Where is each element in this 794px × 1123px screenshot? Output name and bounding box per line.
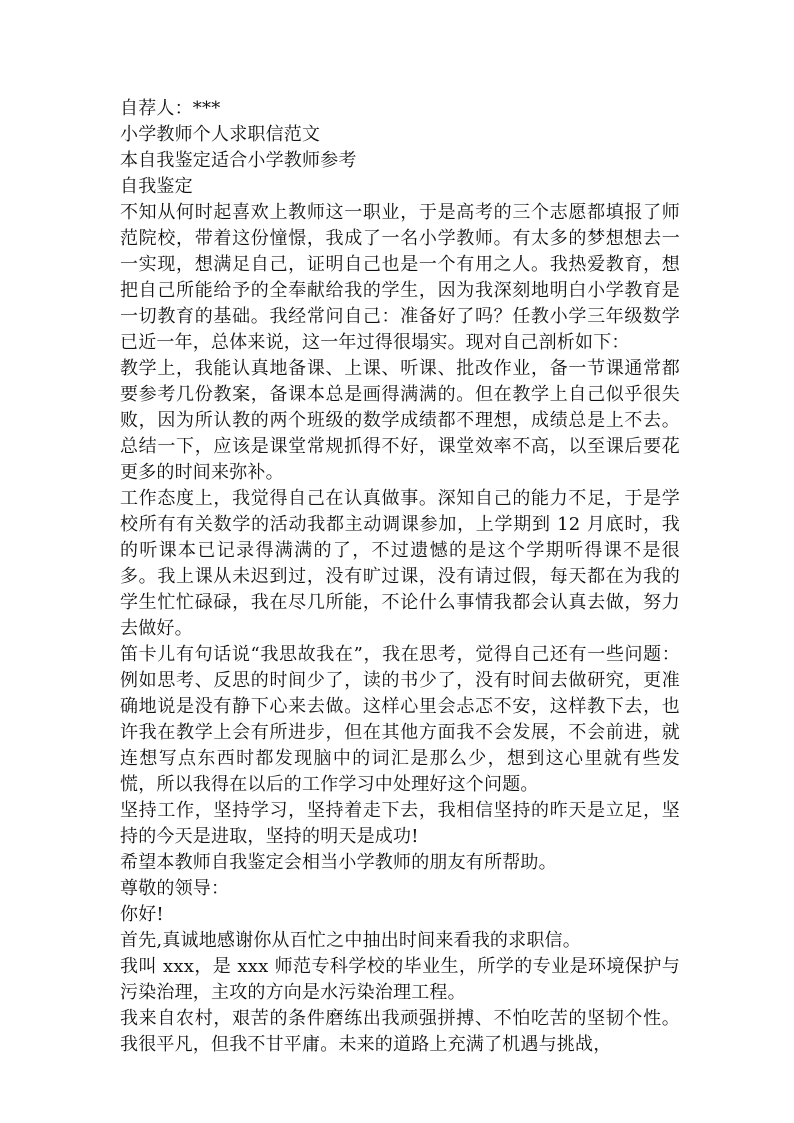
paragraph-reflection: 笛卡儿有句话说“我思故我在”，我在思考，觉得自己还有一些问题：例如思考、反思的时间少了，读的书少了，没有时间去做研究，更准确地说是没有静下心来去做。这样心里会忐忑不安，这样教下去，也许我在教学上会有所进步，但在其他方面我不会发展，不会前进，就连想写点东西时都发现脑中的词汇是那么少，想到这心里就有些发慌，所以我得在以后的工作学习中处理好这个问题。 [120,644,680,795]
paragraph-persistence: 坚持工作，坚持学习，坚持着走下去，我相信坚持的昨天是立足，坚持的今天是进取，坚持的明天是成功! [120,800,680,847]
document-body [120,96,680,1058]
letter-paragraph-background: 我来自农村，艰苦的条件磨练出我顽强拼搏、不怕吃苦的坚韧个性。我很平凡，但我不甘平庸。未来的道路上充满了机遇与挑战， [120,1008,680,1055]
title-line-1: 小学教师个人求职信范文 [120,124,321,145]
paragraph-attitude: 工作态度上，我觉得自己在认真做事。深知自己的能力不足，于是学校所有有关数学的活动我都主动调课参加，上学期到 12 月底时，我的听课本已记录得满满的了，不过遗憾的是这个学期听得课不是很多。我上课从未迟到过，没有旷过课，没有请过假，每天都在为我的学生忙忙碌碌，我在尽几所能，不论什么事情我都会认真去做，努力去做好。 [120,488,680,639]
recommender-line: 自荐人：*** [120,98,221,119]
letter-salutation: 尊敬的领导： [120,878,230,899]
paragraph-intro: 不知从何时起喜欢上教师这一职业，于是高考的三个志愿都填报了师范院校，带着这份憧憬，我成了一名小学教师。有太多的梦想想去一一实现，想满足自己，证明自己也是一个有用之人。我热爱教育，想把自己所能给予的全奉献给我的学生，因为我深刻地明白小学教育是一切教育的基础。我经常问自己：准备好了吗？任教小学三年级数学已近一年，总体来说，这一年过得很塌实。现对自己剖析如下： [120,202,680,353]
section-heading: 自我鉴定 [120,176,193,197]
letter-paragraph-introduction: 我叫 xxx，是 xxx 师范专科学校的毕业生，所学的专业是环境保护与污染治理，主攻的方向是水污染治理工程。 [120,956,680,1003]
paragraph-teaching: 教学上，我能认真地备课、上课、听课、批改作业，备一节课通常都要参考几份教案，备课本总是画得满满的。但在教学上自己似乎很失败，因为所认教的两个班级的数学成绩都不理想，成绩总是上不去。总结一下，应该是课堂常规抓得不好，课堂效率不高，以至课后要花更多的时间来弥补。 [120,358,680,483]
paragraph-hope: 希望本教师自我鉴定会相当小学教师的朋友有所帮助。 [120,852,557,873]
letter-thanks: 首先,真诚地感谢你从百忙之中抽出时间来看我的求职信。 [120,930,581,951]
letter-greeting: 你好! [120,904,164,925]
title-line-2: 本自我鉴定适合小学教师参考 [120,150,357,171]
